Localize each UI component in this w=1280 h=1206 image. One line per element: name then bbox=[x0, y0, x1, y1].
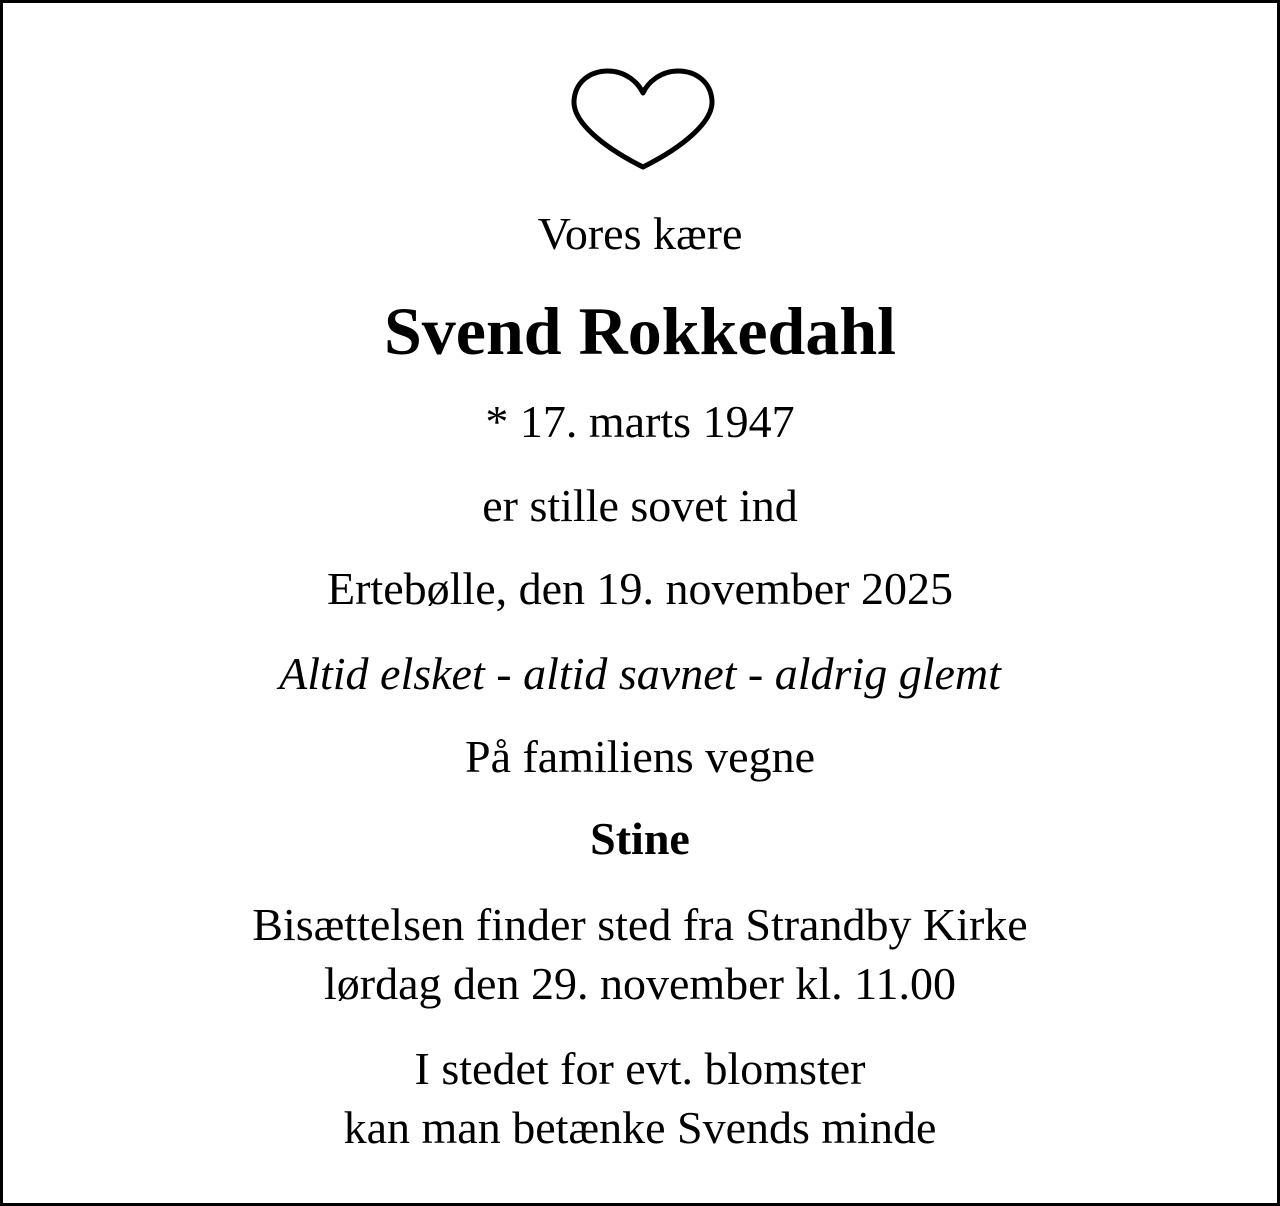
signer-name: Stine bbox=[590, 813, 690, 864]
passing-text: er stille sovet ind bbox=[482, 480, 798, 531]
birth-date: * 17. marts 1947 bbox=[485, 396, 795, 447]
memorial-motto: Altid elsket - altid savnet - aldrig glemt bbox=[279, 648, 1001, 699]
intro-text: Vores kære bbox=[537, 208, 743, 259]
on-behalf-text: På familiens vegne bbox=[464, 731, 815, 782]
funeral-info-line: Bisættelsen finder sted fra Strandby Kirke bbox=[252, 899, 1028, 950]
place-and-date: Ertebølle, den 19. november 2025 bbox=[327, 563, 953, 614]
flowers-info-line: I stedet for evt. blomster bbox=[414, 1043, 866, 1094]
funeral-info-line: lørdag den 29. november kl. 11.00 bbox=[324, 958, 956, 1009]
deceased-name: Svend Rokkedahl bbox=[383, 293, 897, 369]
flowers-info-line: kan man betænke Svends minde bbox=[343, 1102, 937, 1153]
heart-icon bbox=[568, 67, 718, 175]
